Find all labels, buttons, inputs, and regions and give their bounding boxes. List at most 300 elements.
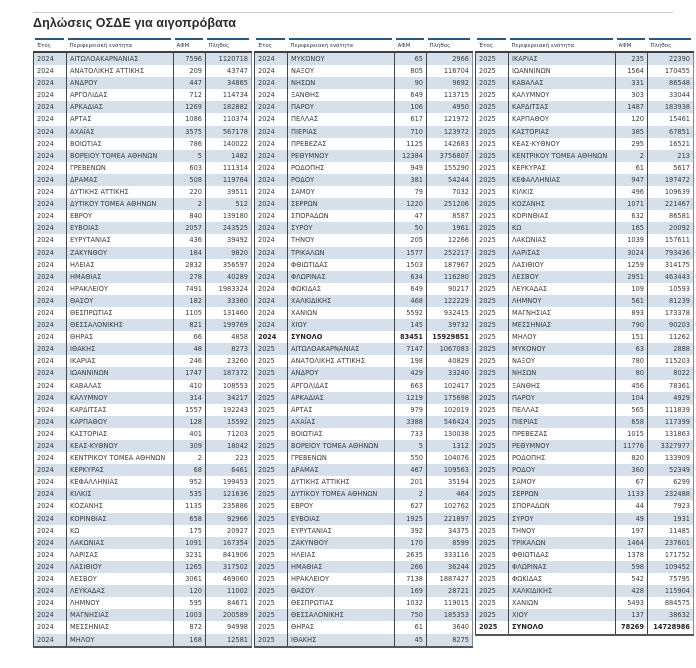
cell-count: 15929851	[427, 331, 473, 343]
cell-year: 2025	[255, 367, 288, 379]
cell-afm: 410	[174, 380, 206, 392]
cell-afm: 303	[616, 89, 648, 101]
cell-afm: 1487	[616, 101, 648, 113]
table-row	[476, 65, 694, 77]
cell-year: 2025	[476, 174, 509, 186]
cell-afm: 2832	[174, 259, 206, 271]
cell-region: ΠΡΕΒΕΖΑΣ	[509, 428, 616, 440]
table-row	[34, 416, 252, 428]
cell-count: 20927	[206, 525, 252, 537]
cell-region: ΕΥΒΟΙΑΣ	[288, 513, 395, 525]
cell-count: 28721	[427, 585, 473, 597]
cell-count: 157611	[648, 234, 694, 246]
cell-count: 567178	[206, 126, 252, 138]
data-table-1	[33, 37, 252, 648]
cell-count: 121972	[427, 113, 473, 125]
cell-afm: 3575	[174, 126, 206, 138]
cell-year: 2024	[255, 113, 288, 125]
cell-afm: 209	[174, 65, 206, 77]
cell-afm: 165	[616, 222, 648, 234]
cell-year: 2024	[34, 621, 67, 633]
cell-count: 131863	[648, 428, 694, 440]
cell-region: ΜΕΣΣΗΝΙΑΣ	[67, 621, 174, 633]
cell-count: 183938	[648, 101, 694, 113]
cell-year: 2024	[255, 162, 288, 174]
cell-year: 2024	[34, 585, 67, 597]
cell-year: 2025	[476, 621, 509, 634]
cell-region: ΙΘΑΚΗΣ	[67, 343, 174, 355]
cell-afm: 780	[616, 355, 648, 367]
cell-region: ΚΕΦΑΛΛΗΝΙΑΣ	[509, 174, 616, 186]
cell-count: 793436	[648, 247, 694, 259]
cell-year: 2025	[476, 259, 509, 271]
header-region: Περιφερειακή ενότητα	[509, 37, 616, 52]
cell-count: 223	[206, 452, 252, 464]
cell-region: ΞΑΝΘΗΣ	[509, 380, 616, 392]
cell-afm: 145	[395, 319, 427, 331]
cell-year: 2024	[34, 186, 67, 198]
cell-count: 221897	[427, 513, 473, 525]
cell-count: 1120718	[206, 52, 252, 65]
cell-afm: 314	[174, 392, 206, 404]
cell-afm: 508	[174, 174, 206, 186]
cell-count: 4858	[206, 331, 252, 343]
cell-region: ΗΜΑΘΙΑΣ	[67, 271, 174, 283]
table-row	[255, 307, 473, 319]
cell-afm: 1259	[616, 259, 648, 271]
cell-year: 2025	[476, 573, 509, 585]
cell-year: 2025	[255, 488, 288, 500]
cell-afm: 663	[395, 380, 427, 392]
cell-region: ΛΑΡΙΣΑΣ	[67, 549, 174, 561]
table-row	[476, 247, 694, 259]
cell-year: 2025	[476, 513, 509, 525]
cell-year: 2024	[34, 355, 67, 367]
cell-year: 2025	[476, 138, 509, 150]
cell-year: 2025	[476, 585, 509, 597]
cell-year: 2024	[34, 331, 67, 343]
cell-year: 2024	[34, 367, 67, 379]
cell-region: ΖΑΚΥΝΘΟΥ	[67, 247, 174, 259]
cell-year: 2024	[34, 500, 67, 512]
cell-afm: 468	[395, 295, 427, 307]
cell-count: 463443	[648, 271, 694, 283]
cell-afm: 456	[616, 380, 648, 392]
cell-year: 2025	[476, 367, 509, 379]
cell-count: 15461	[648, 113, 694, 125]
table-row	[255, 126, 473, 138]
cell-region: ΣΑΜΟΥ	[509, 476, 616, 488]
table-row	[34, 210, 252, 222]
cell-afm: 90	[395, 77, 427, 89]
table-row	[476, 307, 694, 319]
cell-count: 199453	[206, 476, 252, 488]
cell-afm: 104	[616, 392, 648, 404]
cell-region: ΘΕΣΠΡΩΤΙΑΣ	[288, 597, 395, 609]
cell-count: 22390	[648, 52, 694, 65]
cell-count: 1931	[648, 513, 694, 525]
cell-count: 213	[648, 150, 694, 162]
cell-year: 2025	[476, 476, 509, 488]
cell-region: ΔΥΤΙΚΟΥ ΤΟΜΕΑ ΑΘΗΝΩΝ	[67, 198, 174, 210]
table-row	[34, 138, 252, 150]
table-row	[255, 198, 473, 210]
cell-count: 252217	[427, 247, 473, 259]
cell-region: ΚΑΛΥΜΝΟΥ	[67, 392, 174, 404]
cell-region: ΠΕΛΛΑΣ	[509, 404, 616, 416]
cell-region: ΑΡΤΑΣ	[288, 404, 395, 416]
header-region: Περιφερειακή ενότητα	[67, 37, 174, 52]
cell-year: 2024	[34, 416, 67, 428]
cell-region: ΘΗΡΑΣ	[67, 331, 174, 343]
cell-afm: 5	[174, 150, 206, 162]
table-row	[34, 150, 252, 162]
cell-afm: 120	[616, 113, 648, 125]
cell-region: ΧΑΛΚΙΔΙΚΗΣ	[288, 295, 395, 307]
cell-region: ΔΡΑΜΑΣ	[67, 174, 174, 186]
table-row	[476, 380, 694, 392]
cell-year: 2024	[34, 597, 67, 609]
page-title: Δηλώσεις ΟΣΔΕ για αιγοπρόβατα	[33, 16, 236, 30]
cell-region: ΛΑΚΩΝΙΑΣ	[67, 537, 174, 549]
cell-year: 2025	[255, 609, 288, 621]
cell-afm: 67	[616, 476, 648, 488]
cell-count: 232488	[648, 488, 694, 500]
cell-year: 2024	[34, 549, 67, 561]
cell-region: ΕΒΡΟΥ	[288, 500, 395, 512]
cell-afm: 550	[395, 452, 427, 464]
table-row	[34, 500, 252, 512]
cell-year: 2024	[34, 174, 67, 186]
cell-afm: 658	[616, 416, 648, 428]
cell-afm: 1135	[174, 500, 206, 512]
cell-year: 2024	[34, 234, 67, 246]
cell-region: ΙΚΑΡΙΑΣ	[67, 355, 174, 367]
cell-count: 52349	[648, 464, 694, 476]
cell-afm: 175	[174, 525, 206, 537]
cell-region: ΑΝΑΤΟΛΙΚΗΣ ΑΤΤΙΚΗΣ	[67, 65, 174, 77]
cell-afm: 821	[174, 319, 206, 331]
table-row	[476, 597, 694, 609]
cell-afm: 893	[616, 307, 648, 319]
cell-count: 333116	[427, 549, 473, 561]
cell-region: ΚΕΝΤΡΙΚΟΥ ΤΟΜΕΑ ΑΘΗΝΩΝ	[509, 150, 616, 162]
table-row	[476, 162, 694, 174]
table-row	[255, 210, 473, 222]
cell-year: 2024	[34, 77, 67, 89]
table-row	[34, 222, 252, 234]
cell-year: 2024	[34, 488, 67, 500]
table-row	[34, 355, 252, 367]
cell-year: 2024	[34, 162, 67, 174]
table-row	[476, 113, 694, 125]
cell-year: 2025	[476, 380, 509, 392]
cell-year: 2024	[34, 440, 67, 452]
cell-region: ΠΑΡΟΥ	[509, 392, 616, 404]
header-region: Περιφερειακή ενότητα	[288, 37, 395, 52]
cell-region: ΚΑΛΥΜΝΟΥ	[509, 89, 616, 101]
cell-region: ΙΩΑΝΝΙΝΩΝ	[67, 367, 174, 379]
cell-region: ΚΙΛΚΙΣ	[509, 186, 616, 198]
table-row	[476, 513, 694, 525]
cell-count: 111314	[206, 162, 252, 174]
table-row	[476, 500, 694, 512]
cell-afm: 7491	[174, 283, 206, 295]
table-row	[34, 283, 252, 295]
cell-count: 36244	[427, 561, 473, 573]
table-row	[476, 234, 694, 246]
cell-afm: 392	[395, 525, 427, 537]
cell-region: ΛΑΣΙΘΙΟΥ	[67, 561, 174, 573]
cell-region: ΜΕΣΣΗΝΙΑΣ	[509, 319, 616, 331]
cell-count: 75795	[648, 573, 694, 585]
cell-count: 116280	[427, 271, 473, 283]
table-row	[476, 549, 694, 561]
cell-afm: 49	[616, 513, 648, 525]
cell-region: ΖΑΚΥΝΘΟΥ	[288, 537, 395, 549]
cell-count: 192243	[206, 404, 252, 416]
header-afm: ΑΦΜ	[174, 37, 206, 52]
cell-afm: 598	[616, 561, 648, 573]
cell-afm: 7147	[395, 343, 427, 355]
cell-region: ΝΗΣΩΝ	[509, 367, 616, 379]
cell-region: ΒΟΙΩΤΙΑΣ	[288, 428, 395, 440]
cell-afm: 428	[616, 585, 648, 597]
cell-afm: 1378	[616, 549, 648, 561]
cell-year: 2024	[34, 319, 67, 331]
cell-afm: 168	[174, 634, 206, 647]
cell-year: 2025	[255, 428, 288, 440]
cell-region: ΚΕΑΣ-ΚΥΘΝΟΥ	[509, 138, 616, 150]
cell-afm: 5493	[616, 597, 648, 609]
cell-count: 39732	[427, 319, 473, 331]
cell-year: 2024	[255, 222, 288, 234]
cell-count: 109563	[427, 464, 473, 476]
cell-region: ΛΕΥΚΑΔΑΣ	[509, 283, 616, 295]
cell-region: ΗΡΑΚΛΕΙΟΥ	[288, 573, 395, 585]
cell-year: 2025	[476, 537, 509, 549]
cell-region: ΛΕΣΒΟΥ	[67, 573, 174, 585]
cell-year: 2024	[255, 210, 288, 222]
cell-count: 142683	[427, 138, 473, 150]
cell-year: 2024	[34, 561, 67, 573]
table-row	[34, 331, 252, 343]
table-row	[34, 77, 252, 89]
cell-year: 2025	[255, 621, 288, 633]
total-row	[476, 621, 694, 634]
cell-count: 102417	[427, 380, 473, 392]
table-row	[34, 65, 252, 77]
cell-region: ΠΕΛΛΑΣ	[288, 113, 395, 125]
table-row	[476, 319, 694, 331]
table-row	[34, 488, 252, 500]
cell-year: 2025	[476, 198, 509, 210]
cell-year: 2024	[34, 89, 67, 101]
table-row	[255, 609, 473, 621]
table-row	[255, 65, 473, 77]
table-row	[255, 186, 473, 198]
cell-region: ΜΗΛΟΥ	[509, 331, 616, 343]
table-row	[34, 343, 252, 355]
table-row	[34, 101, 252, 113]
cell-afm: 2	[395, 488, 427, 500]
table-row	[255, 561, 473, 573]
data-table-2	[254, 37, 473, 648]
table-row	[34, 367, 252, 379]
cell-count: 235886	[206, 500, 252, 512]
table-row	[255, 101, 473, 113]
header-afm: ΑΦΜ	[616, 37, 648, 52]
cell-region: ΚΟΡΙΝΘΙΑΣ	[509, 210, 616, 222]
cell-year: 2024	[34, 464, 67, 476]
cell-region: ΚΕΝΤΡΙΚΟΥ ΤΟΜΕΑ ΑΘΗΝΩΝ	[67, 452, 174, 464]
table-row	[476, 295, 694, 307]
header-year: Έτος	[34, 37, 67, 52]
cell-afm: 949	[395, 162, 427, 174]
cell-region: ΛΗΜΝΟΥ	[67, 597, 174, 609]
cell-count: 43747	[206, 65, 252, 77]
cell-year: 2024	[255, 101, 288, 113]
cell-region: ΚΑΡΠΑΘΟΥ	[67, 416, 174, 428]
cell-region: ΧΑΝΙΩΝ	[288, 307, 395, 319]
cell-afm: 467	[395, 464, 427, 476]
cell-region: ΚΟΖΑΝΗΣ	[67, 500, 174, 512]
cell-count: 197472	[648, 174, 694, 186]
table-row	[476, 89, 694, 101]
cell-region: ΛΑΡΙΣΑΣ	[509, 247, 616, 259]
cell-count: 243525	[206, 222, 252, 234]
cell-afm: 198	[395, 355, 427, 367]
cell-count: 11262	[648, 331, 694, 343]
cell-count: 102019	[427, 404, 473, 416]
cell-year: 2025	[476, 597, 509, 609]
cell-afm: 295	[616, 138, 648, 150]
cell-region: ΧΙΟΥ	[288, 319, 395, 331]
cell-year: 2024	[34, 65, 67, 77]
table-row	[34, 295, 252, 307]
cell-region: ΚΑΣΤΟΡΙΑΣ	[67, 428, 174, 440]
cell-region: ΡΟΔΟΠΗΣ	[509, 452, 616, 464]
cell-year: 2024	[34, 634, 67, 647]
cell-region: ΡΟΔΟΥ	[509, 464, 616, 476]
cell-afm: 48	[174, 343, 206, 355]
table-header	[34, 37, 252, 52]
cell-count: 119015	[427, 597, 473, 609]
cell-afm: 1557	[174, 404, 206, 416]
table-row	[34, 585, 252, 597]
table-row	[255, 476, 473, 488]
table-row	[476, 174, 694, 186]
cell-afm: 947	[616, 174, 648, 186]
cell-year: 2024	[255, 198, 288, 210]
table-row	[476, 210, 694, 222]
cell-year: 2025	[476, 428, 509, 440]
cell-region: ΚΑΡΠΑΘΟΥ	[509, 113, 616, 125]
cell-region: ΕΥΡΥΤΑΝΙΑΣ	[288, 525, 395, 537]
cell-region: ΣΕΡΡΩΝ	[509, 488, 616, 500]
cell-region: ΚΕΡΚΥΡΑΣ	[67, 464, 174, 476]
cell-year: 2025	[476, 150, 509, 162]
cell-count: 841906	[206, 549, 252, 561]
cell-afm: 617	[395, 113, 427, 125]
cell-afm: 1133	[616, 488, 648, 500]
table-row	[34, 573, 252, 585]
cell-count: 140022	[206, 138, 252, 150]
cell-region: ΔΥΤΙΚΗΣ ΑΤΤΙΚΗΣ	[288, 476, 395, 488]
cell-afm: 2	[616, 150, 648, 162]
cell-count: 111839	[648, 404, 694, 416]
table-row	[476, 609, 694, 621]
cell-year: 2025	[476, 561, 509, 573]
cell-year: 2024	[255, 234, 288, 246]
cell-afm: 1464	[616, 537, 648, 549]
cell-count: 11485	[648, 525, 694, 537]
cell-year: 2025	[476, 319, 509, 331]
table-row	[476, 101, 694, 113]
header-year: Έτος	[255, 37, 288, 52]
cell-year: 2025	[476, 234, 509, 246]
cell-year: 2025	[476, 283, 509, 295]
cell-region: ΤΡΙΚΑΛΩΝ	[509, 537, 616, 549]
table-row	[476, 343, 694, 355]
cell-count: 2888	[648, 343, 694, 355]
cell-afm: 1925	[395, 513, 427, 525]
cell-year: 2025	[476, 343, 509, 355]
cell-afm: 535	[174, 488, 206, 500]
cell-year: 2024	[34, 513, 67, 525]
cell-region: ΚΕΦΑΛΛΗΝΙΑΣ	[67, 476, 174, 488]
cell-afm: 66	[174, 331, 206, 343]
cell-year: 2025	[476, 525, 509, 537]
cell-count: 10593	[648, 283, 694, 295]
cell-count: 110374	[206, 113, 252, 125]
cell-year: 2025	[255, 585, 288, 597]
cell-region: ΘΕΣΠΡΩΤΙΑΣ	[67, 307, 174, 319]
cell-count: 8022	[648, 367, 694, 379]
cell-region: ΚΕΡΚΥΡΑΣ	[509, 162, 616, 174]
cell-region: ΧΑΛΚΙΔΙΚΗΣ	[509, 585, 616, 597]
cell-year: 2025	[476, 101, 509, 113]
cell-region: ΔΥΤΙΚΗΣ ΑΤΤΙΚΗΣ	[67, 186, 174, 198]
table-row	[255, 452, 473, 464]
cell-count: 199769	[206, 319, 252, 331]
cell-afm: 2	[174, 452, 206, 464]
table-row	[255, 247, 473, 259]
table-row	[255, 392, 473, 404]
table-row	[255, 77, 473, 89]
table-row	[34, 525, 252, 537]
cell-region: ΓΡΕΒΕΝΩΝ	[67, 162, 174, 174]
cell-afm: 952	[174, 476, 206, 488]
cell-afm: 979	[395, 404, 427, 416]
cell-region: ΦΩΚΙΔΑΣ	[288, 283, 395, 295]
cell-year: 2025	[255, 392, 288, 404]
table-row	[476, 186, 694, 198]
cell-afm: 7596	[174, 52, 206, 65]
cell-year: 2025	[255, 355, 288, 367]
table-row	[255, 464, 473, 476]
table-row	[476, 561, 694, 573]
cell-region: ΚΟΖΑΝΗΣ	[509, 198, 616, 210]
cell-region: ΑΡΓΟΛΙΔΑΣ	[67, 89, 174, 101]
cell-count: 8273	[206, 343, 252, 355]
cell-region: ΜΥΚΟΝΟΥ	[288, 52, 395, 65]
table-row	[255, 440, 473, 452]
cell-count: 167354	[206, 537, 252, 549]
cell-afm: 1219	[395, 392, 427, 404]
cell-count: 133909	[648, 452, 694, 464]
cell-region: ΚΑΒΑΛΑΣ	[67, 380, 174, 392]
